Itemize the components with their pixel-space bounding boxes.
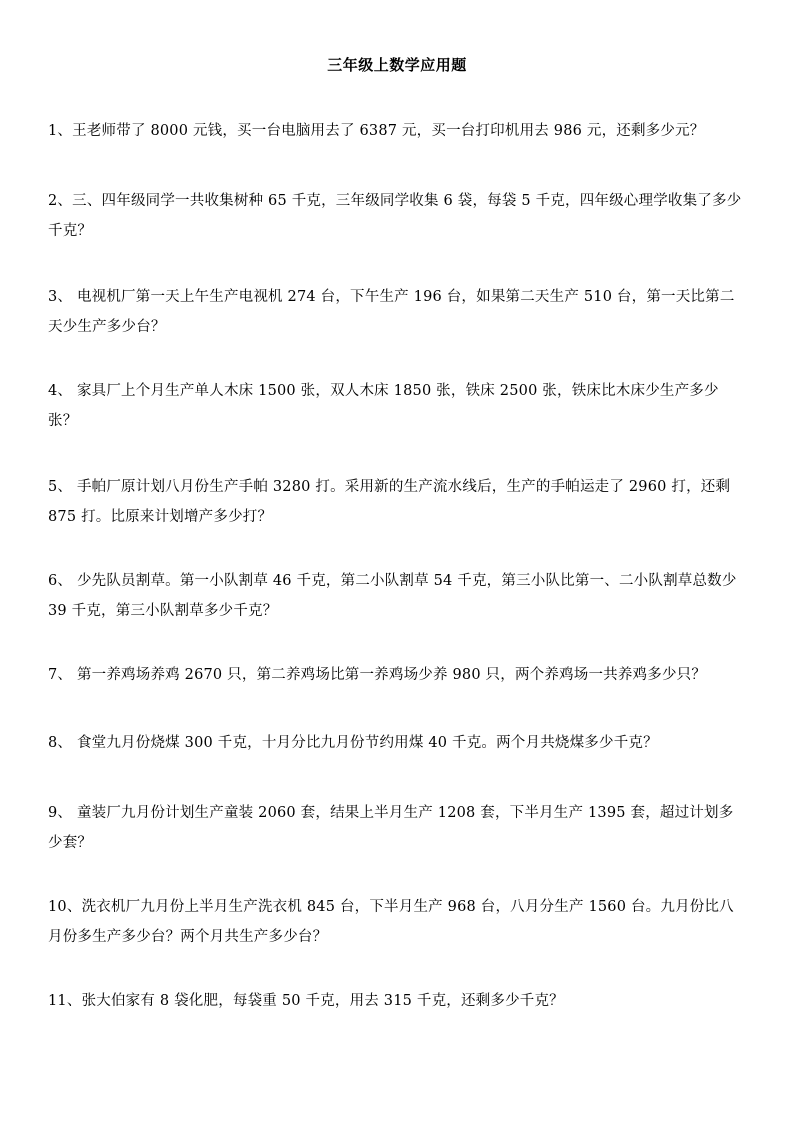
question-number: 1、 — [48, 123, 73, 139]
question-text: 王老师带了 8000 元钱，买一台电脑用去了 6387 元，买一台打印机用去 986 元，还剩多少元？ — [72, 123, 705, 139]
question-1 — [48, 116, 748, 146]
question-text: 张大伯家有 8 袋化肥，每袋重 50 千克，用去 315 千克，还剩多少千克？ — [81, 993, 564, 1009]
question-text: 少先队员割草。第一小队割草 46 千克，第二小队割草 54 千克，第三小队比第一、二小队割草总数少 39 千克，第三小队割草多少千克？ — [48, 573, 737, 619]
question-number: 11、 — [48, 993, 82, 1009]
question-4 — [48, 376, 748, 436]
question-text: 食堂九月份烧煤 300 千克，十月分比九月份节约用煤 40 千克。两个月共烧煤多少千克？ — [72, 735, 658, 751]
question-text: 手帕厂原计划八月份生产手帕 3280 打。采用新的生产流水线后，生产的手帕运走了 2960 打，还剩 875 打。比原来计划增产多少打？ — [48, 479, 731, 525]
question-number: 8、 — [48, 735, 73, 751]
question-number: 3、 — [48, 289, 73, 305]
question-text: 洗衣机厂九月份上半月生产洗衣机 845 台，下半月生产 968 台，八月分生产 1560 台。九月份比八月份多生产多少台？两个月共生产多少台？ — [48, 899, 734, 945]
question-number: 9、 — [48, 805, 73, 821]
question-number: 7、 — [48, 667, 73, 683]
question-text: 电视机厂第一天上午生产电视机 274 台，下午生产 196 台，如果第二天生产 510 台，第一天比第二天少生产多少台？ — [48, 289, 735, 335]
question-3 — [48, 282, 748, 342]
question-number: 4、 — [48, 383, 73, 399]
question-text: 三、四年级同学一共收集树种 65 千克，三年级同学收集 6 袋，每袋 5 千克，四年级心理学收集了多少千克？ — [48, 193, 742, 239]
question-number: 6、 — [48, 573, 73, 589]
question-5 — [48, 472, 748, 532]
question-6 — [48, 566, 748, 626]
question-2 — [48, 186, 748, 246]
question-text: 童装厂九月份计划生产童装 2060 套，结果上半月生产 1208 套，下半月生产 1395 套，超过计划多少套？ — [48, 805, 734, 851]
question-8 — [48, 728, 748, 758]
question-7 — [48, 660, 748, 690]
question-text: 第一养鸡场养鸡 2670 只，第二养鸡场比第一养鸡场少养 980 只，两个养鸡场一共养鸡多少只？ — [72, 667, 707, 683]
question-text: 家具厂上个月生产单人木床 1500 张，双人木床 1850 张，铁床 2500 张，铁床比木床少生产多少张？ — [48, 383, 719, 429]
question-number: 10、 — [48, 899, 82, 915]
question-10 — [48, 892, 748, 952]
question-11 — [48, 986, 748, 1016]
question-number: 2、 — [48, 193, 73, 209]
question-9 — [48, 798, 748, 858]
question-number: 5、 — [48, 479, 73, 495]
page-title: 三年级上数学应用题 — [327, 56, 467, 74]
